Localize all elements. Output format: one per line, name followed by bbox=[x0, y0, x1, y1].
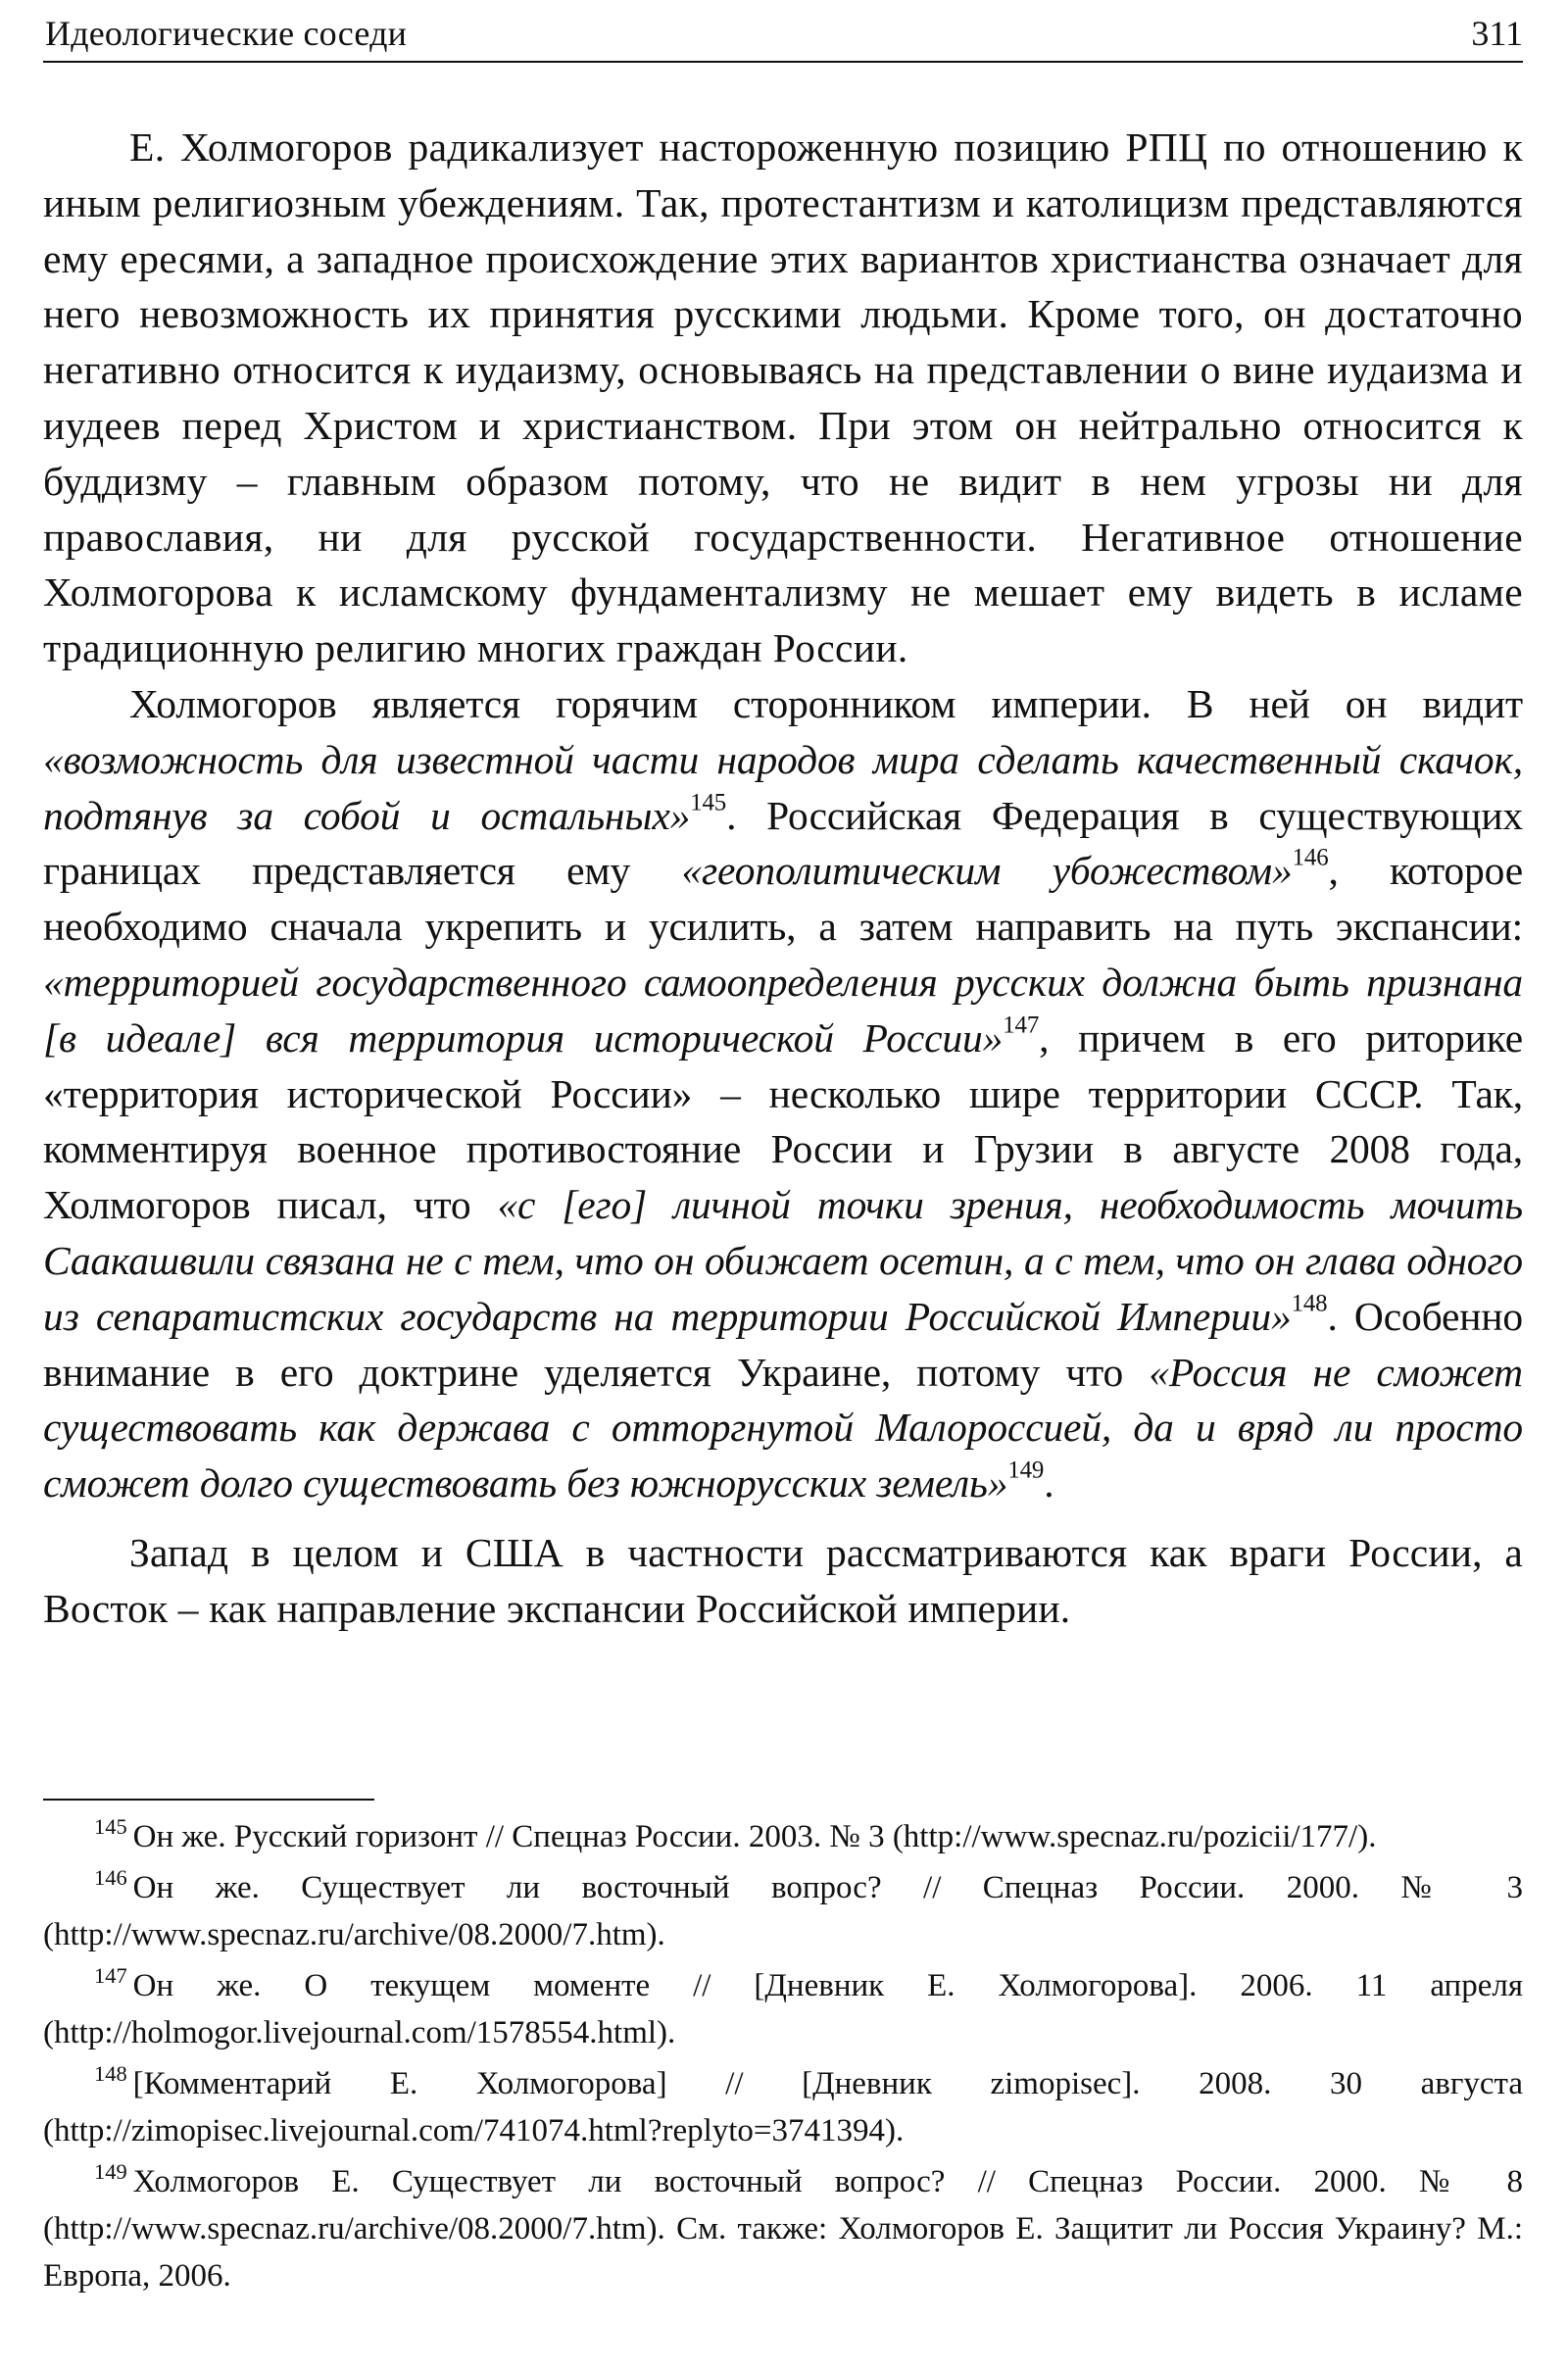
footnotes bbox=[43, 1813, 1523, 2303]
text-run: . bbox=[1044, 1460, 1054, 1506]
footnote-text: Он же. Русский горизонт // Спецназ России. 2003. № 3 (http://www.specnaz.ru/pozicii/177/). bbox=[132, 1819, 1377, 1854]
footnote-number: 149 bbox=[94, 2158, 127, 2184]
paragraph bbox=[43, 676, 1523, 1511]
text-run: . Российская Федерация в существующих границах представляется ему bbox=[43, 792, 1523, 894]
page-header bbox=[43, 6, 1523, 63]
footnote-ref: 145 bbox=[690, 789, 727, 816]
quotation: «Россия не сможет существовать как держава с отторгнутой Малороссией, да и вряд ли просто сможет долго существовать без южнорусских земель» bbox=[43, 1349, 1523, 1506]
footnote-text: Он же. Существует ли восточный вопрос? // Спецназ России. 2000. № 3 (http://www.specnaz.ru/archive/08.2000/7.htm). bbox=[43, 1870, 1523, 1952]
text-run: , причем в его риторике «территория исторической России» – несколько шире территории СССР. Так, комментируя военное противостояние России и Грузии в августе 2008 года, Холмогоров писал, что bbox=[43, 1014, 1523, 1228]
footnote-number: 145 bbox=[94, 1813, 127, 1839]
footnote bbox=[43, 1813, 1523, 1860]
footnote-number: 148 bbox=[94, 2060, 127, 2086]
quotation: «возможность для известной части народов мира сделать качественный скачок, подтянув за собой и остальных» bbox=[43, 736, 1523, 838]
footnote bbox=[43, 1864, 1523, 1958]
footnote-ref: 148 bbox=[1291, 1290, 1328, 1317]
text-run: . Особенно внимание в его доктрине уделяется Украине, потому что bbox=[43, 1293, 1523, 1395]
text-run: , которое необходимо сначала укрепить и усилить, а затем направить на путь экспансии: bbox=[43, 848, 1523, 950]
footnote-text: Холмогоров Е. Существует ли восточный вопрос? // Спецназ России. 2000. № 8 (http://www.specnaz.ru/archive/08.2000/7.htm). См. также: Холмогоров Е. Защитит ли Россия Украину? М.: Европа, 2006. bbox=[43, 2164, 1523, 2294]
main-text bbox=[43, 120, 1523, 1637]
footnote-divider bbox=[43, 1799, 374, 1801]
footnote-ref: 149 bbox=[1007, 1457, 1045, 1484]
footnote bbox=[43, 2060, 1523, 2154]
quotation: «геополитическим убожеством» bbox=[681, 848, 1293, 894]
quotation: «территорией государственного самоопределения русских должна быть признана [в идеале] вся территория исторической России» bbox=[43, 959, 1523, 1061]
running-head: Идеологические соседи bbox=[45, 14, 408, 53]
paragraph: Запад в целом и США в частности рассматриваются как враги России, а Восток – как направление экспансии Российской империи. bbox=[43, 1529, 1523, 1631]
footnote bbox=[43, 2158, 1523, 2299]
footnote-text: [Комментарий Е. Холмогорова] // [Дневник zimopisec]. 2008. 30 августа (http://zimopisec.livejournal.com/741074.html?replyto=3741394). bbox=[43, 2066, 1523, 2148]
page-number: 311 bbox=[1471, 14, 1523, 53]
footnote bbox=[43, 1962, 1523, 2056]
text-run: Холмогоров является горячим сторонником империи. В ней он видит bbox=[129, 680, 1523, 726]
footnote-ref: 147 bbox=[1003, 1012, 1040, 1039]
footnote-number: 146 bbox=[94, 1864, 127, 1890]
paragraph: Е. Холмогоров радикализует настороженную позицию РПЦ по отношению к иным религиозным убеждениям. Так, протестантизм и католицизм представляются ему ересями, а западное происхождение этих вариантов христианства означает для него невозможность их принятия русскими людьми. Кроме того, он достаточно негативно относится к иудаизму, основываясь на представлении о вине иудаизма и иудеев перед Христом и христианством. При этом он нейтрально относится к буддизму – главным образом потому, что не видит в нем угрозы ни для православия, ни для русской государственности. Негативное отношение Холмогорова к исламскому фундаментализму не мешает ему видеть в исламе традиционную религию многих граждан России. bbox=[43, 124, 1523, 671]
footnote-ref: 146 bbox=[1292, 844, 1329, 871]
quotation: «с [его] личной точки зрения, необходимость мочить Саакашвили связана не с тем, что он обижает осетин, а с тем, что он глава одного из сепаратистских государств на территории Российской Империи» bbox=[43, 1182, 1523, 1339]
footnote-number: 147 bbox=[94, 1962, 127, 1988]
footnote-text: Он же. О текущем моменте // [Дневник Е. Холмогорова]. 2006. 11 апреля (http://holmogor.livejournal.com/1578554.html). bbox=[43, 1968, 1523, 2050]
